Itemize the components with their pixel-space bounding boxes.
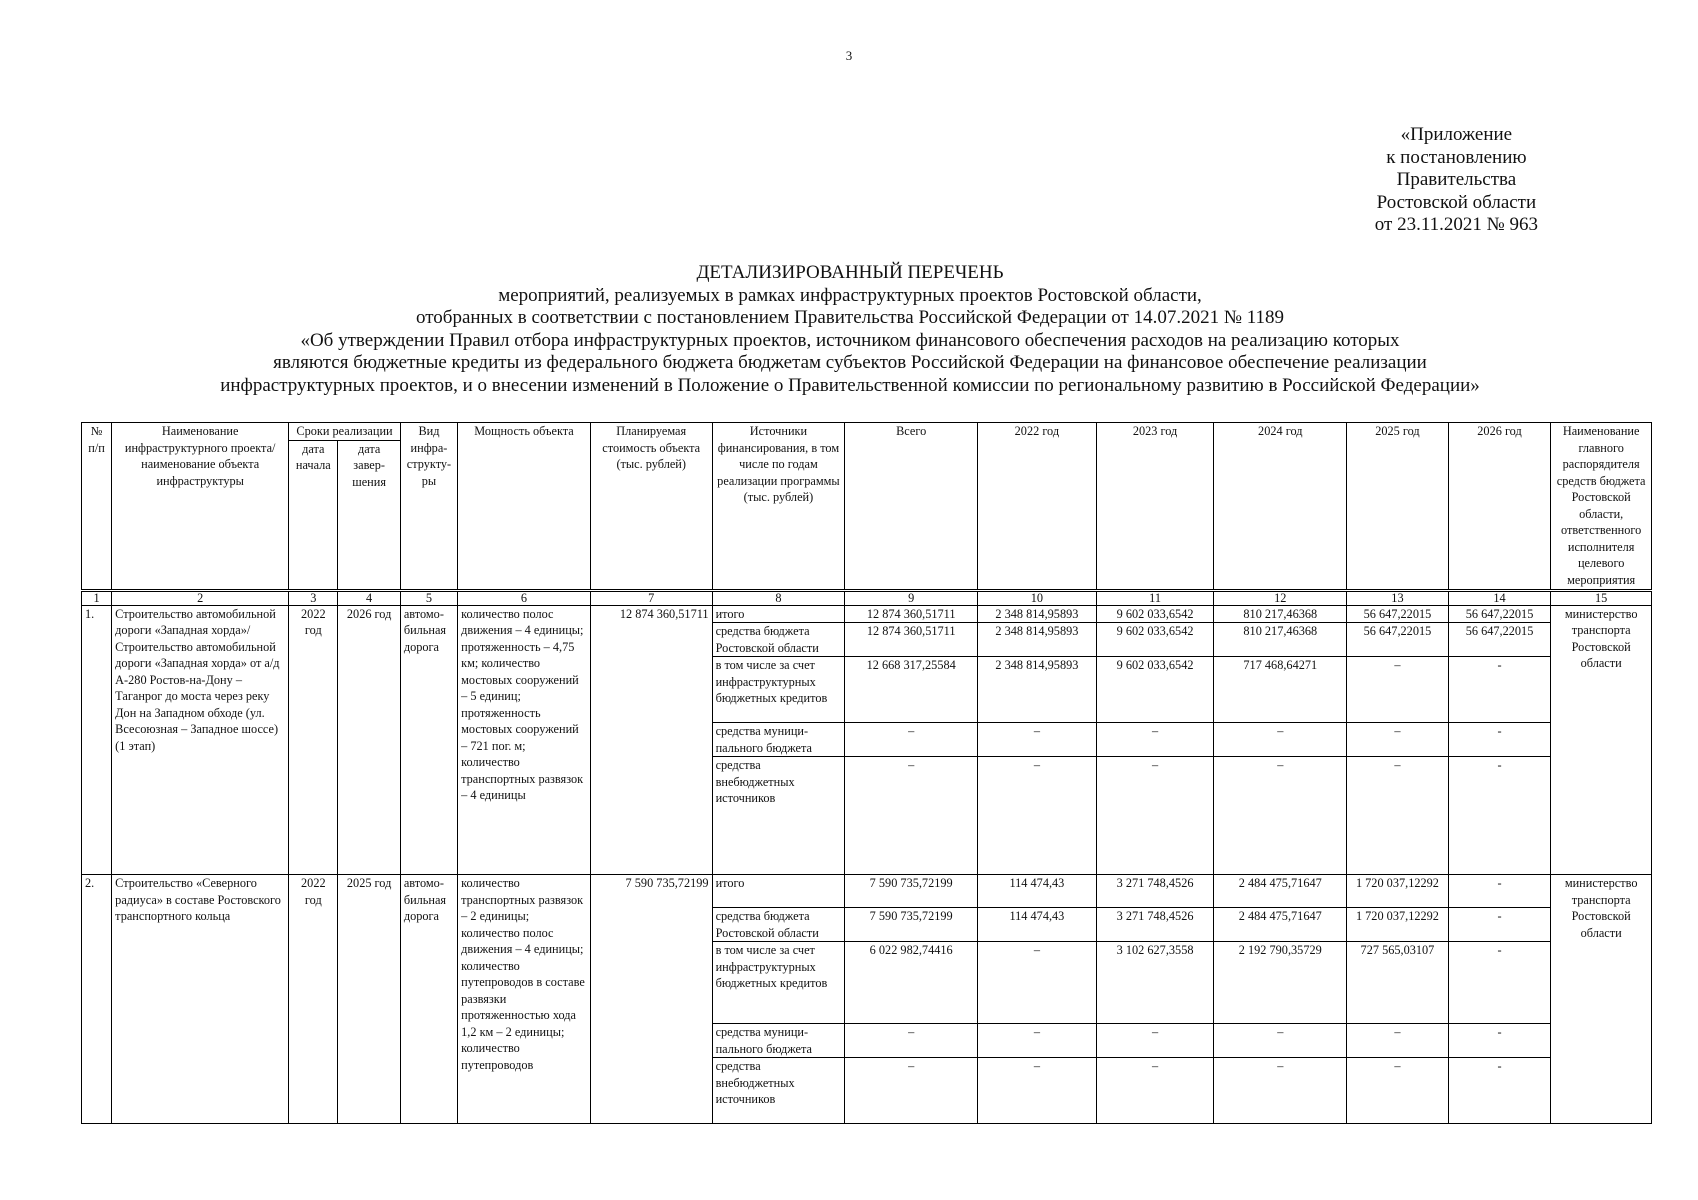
column-number: 4 <box>338 590 400 605</box>
amount-2022: 114 474,43 <box>978 908 1097 942</box>
amount-2026: 56 647,22015 <box>1448 623 1551 657</box>
column-number: 15 <box>1551 590 1652 605</box>
amount-2025: – <box>1347 723 1449 757</box>
document-title <box>80 262 1620 397</box>
column-number: 13 <box>1347 590 1449 605</box>
amount-2022: – <box>978 942 1097 1024</box>
amount-2025: – <box>1347 1024 1449 1058</box>
appendix-line: Ростовской области <box>1376 191 1537 213</box>
column-number: 12 <box>1214 590 1347 605</box>
header-2024: 2024 год <box>1214 423 1347 591</box>
column-number: 6 <box>458 590 591 605</box>
project-end-date: 2025 год <box>338 875 400 1124</box>
appendix-line: «Приложение <box>1400 124 1513 145</box>
column-number-row <box>82 590 1652 605</box>
header-2026: 2026 год <box>1448 423 1551 591</box>
column-number: 7 <box>590 590 712 605</box>
title-line: инфраструктурных проектов, и о внесении изменений в Положение о Правительственной комиссии по региональному развитию в Российской Федерации» <box>220 374 1480 396</box>
column-number: 5 <box>400 590 457 605</box>
amount-total: 7 590 735,72199 <box>845 908 978 942</box>
header-row <box>82 423 1652 441</box>
header-capacity: Мощность объекта <box>458 423 591 591</box>
header-sources: Источники финансирования, в том числе по годам реализации программы (тыс. рублей) <box>712 423 845 591</box>
amount-2024: 810 217,46368 <box>1214 605 1347 623</box>
amount-2024: 2 192 790,35729 <box>1214 942 1347 1024</box>
object-capacity: количество полос движения – 4 единицы; протяженность – 4,75 км; количество мостовых сооружений – 5 единиц; протяженность мостовых сооружений – 721 пог. м; количество транспортных развязок – 4 единицы <box>458 605 591 875</box>
project-name: Строительство «Северного радиуса» в составе Ростовского транспортного кольца <box>112 875 289 1124</box>
appendix-line: Правительства <box>1396 169 1517 190</box>
funding-source: средства бюджета Ростовской области <box>712 623 845 657</box>
header-start: дата начала <box>289 440 338 590</box>
amount-total: 12 668 317,25584 <box>845 657 978 723</box>
column-number: 8 <box>712 590 845 605</box>
amount-2026: 56 647,22015 <box>1448 605 1551 623</box>
funding-source: средства бюджета Ростовской области <box>712 908 845 942</box>
project-number: 2. <box>82 875 112 1124</box>
header-2023: 2023 год <box>1096 423 1214 591</box>
column-number: 14 <box>1448 590 1551 605</box>
amount-2023: – <box>1096 757 1214 875</box>
header-end: дата завер-шения <box>338 440 400 590</box>
amount-2025: 1 720 037,12292 <box>1347 875 1449 908</box>
header-total: Всего <box>845 423 978 591</box>
amount-2023: – <box>1096 1024 1214 1058</box>
column-number: 2 <box>112 590 289 605</box>
project-start-date: 2022 год <box>289 605 338 875</box>
header-2022: 2022 год <box>978 423 1097 591</box>
page-number: 3 <box>845 48 853 63</box>
responsible-manager: министерство транспорта Ростовской области <box>1551 875 1652 1124</box>
amount-2026: - <box>1448 875 1551 908</box>
amount-2023: 9 602 033,6542 <box>1096 605 1214 623</box>
column-number: 9 <box>845 590 978 605</box>
amount-2023: – <box>1096 723 1214 757</box>
amount-total: – <box>845 1058 978 1124</box>
amount-2023: 9 602 033,6542 <box>1096 657 1214 723</box>
amount-2025: 1 720 037,12292 <box>1347 908 1449 942</box>
project-number: 1. <box>82 605 112 875</box>
amount-2024: – <box>1214 1024 1347 1058</box>
column-number: 11 <box>1096 590 1214 605</box>
appendix-line: от 23.11.2021 № 963 <box>1374 214 1538 235</box>
column-number: 10 <box>978 590 1097 605</box>
amount-2026: - <box>1448 1024 1551 1058</box>
amount-total: 12 874 360,51711 <box>845 605 978 623</box>
header-type: Вид инфра-структу-ры <box>400 423 457 591</box>
funding-source: итого <box>712 875 845 908</box>
amount-2025: – <box>1347 1058 1449 1124</box>
amount-2024: 810 217,46368 <box>1214 623 1347 657</box>
amount-2024: – <box>1214 723 1347 757</box>
amount-total: – <box>845 1024 978 1058</box>
responsible-manager: министерство транспорта Ростовской области <box>1551 605 1652 875</box>
project-start-date: 2022 год <box>289 875 338 1124</box>
amount-2022: 2 348 814,95893 <box>978 657 1097 723</box>
amount-2022: – <box>978 757 1097 875</box>
amount-2025: 56 647,22015 <box>1347 623 1449 657</box>
amount-2026: - <box>1448 908 1551 942</box>
object-capacity: количество транспортных развязок – 2 единицы; количество полос движения – 4 единицы; количество путепроводов в составе развязки протяженностью хода 1,2 км – 2 единицы; количество путепроводов <box>458 875 591 1124</box>
infrastructure-type: автомо-бильная дорога <box>400 605 457 875</box>
amount-2026: - <box>1448 757 1551 875</box>
amount-2024: – <box>1214 1058 1347 1124</box>
amount-2025: – <box>1347 657 1449 723</box>
funding-source: средства внебюджетных источников <box>712 1058 845 1124</box>
project-end-date: 2026 год <box>338 605 400 875</box>
amount-2022: – <box>978 1058 1097 1124</box>
amount-total: – <box>845 757 978 875</box>
amount-2022: 2 348 814,95893 <box>978 623 1097 657</box>
amount-2024: 2 484 475,71647 <box>1214 908 1347 942</box>
amount-2023: 9 602 033,6542 <box>1096 623 1214 657</box>
table-row <box>82 605 1652 623</box>
amount-2025: – <box>1347 757 1449 875</box>
amount-2022: 2 348 814,95893 <box>978 605 1097 623</box>
title-line: отобранных в соответствии с постановлением Правительства Российской Федерации от 14.07.2021 № 1189 <box>415 307 1285 328</box>
amount-2022: 114 474,43 <box>978 875 1097 908</box>
title-heading: ДЕТАЛИЗИРОВАННЫЙ ПЕРЕЧЕНЬ <box>696 262 1004 283</box>
amount-2025: 56 647,22015 <box>1347 605 1449 623</box>
amount-2023: 3 102 627,3558 <box>1096 942 1214 1024</box>
title-line: являются бюджетные кредиты из федерального бюджета бюджетам субъектов Российской Федерации на финансовое обеспечение реализации <box>273 352 1427 373</box>
funding-source: итого <box>712 605 845 623</box>
column-number: 1 <box>82 590 112 605</box>
amount-2026: - <box>1448 657 1551 723</box>
appendix-note <box>1375 124 1538 237</box>
planned-cost: 7 590 735,72199 <box>590 875 712 1124</box>
amount-total: 6 022 982,74416 <box>845 942 978 1024</box>
amount-2023: 3 271 748,4526 <box>1096 875 1214 908</box>
header-num: № п/п <box>82 423 112 591</box>
infrastructure-type: автомо-бильная дорога <box>400 875 457 1124</box>
amount-2022: – <box>978 723 1097 757</box>
header-2025: 2025 год <box>1347 423 1449 591</box>
amount-2022: – <box>978 1024 1097 1058</box>
amount-2025: 727 565,03107 <box>1347 942 1449 1024</box>
amount-2023: – <box>1096 1058 1214 1124</box>
funding-source: средства муници-пального бюджета <box>712 723 845 757</box>
funding-source: средства внебюджетных источников <box>712 757 845 875</box>
amount-total: 7 590 735,72199 <box>845 875 978 908</box>
amount-2024: – <box>1214 757 1347 875</box>
title-line: «Об утверждении Правил отбора инфраструктурных проектов, источником финансового обеспечения расходов на реализацию которых <box>300 329 1400 351</box>
amount-2026: - <box>1448 723 1551 757</box>
appendix-line: к постановлению <box>1386 146 1527 168</box>
header-terms: Сроки реализации <box>289 423 401 441</box>
amount-total: 12 874 360,51711 <box>845 623 978 657</box>
amount-2024: 2 484 475,71647 <box>1214 875 1347 908</box>
header-cost: Планируемая стоимость объекта (тыс. рублей) <box>590 423 712 591</box>
planned-cost: 12 874 360,51711 <box>590 605 712 875</box>
column-number: 3 <box>289 590 338 605</box>
title-line: мероприятий, реализуемых в рамках инфраструктурных проектов Ростовской области, <box>498 284 1202 306</box>
amount-total: – <box>845 723 978 757</box>
header-manager: Наименование главного распорядителя средств бюджета Ростовской области, ответственного исполнителя целевого мероприятия <box>1551 423 1652 591</box>
header-name: Наименование инфраструктурного проекта/наименование объекта инфраструктуры <box>112 423 289 591</box>
amount-2026: - <box>1448 942 1551 1024</box>
amount-2023: 3 271 748,4526 <box>1096 908 1214 942</box>
amount-2026: - <box>1448 1058 1551 1124</box>
funding-source: в том числе за счет инфраструктурных бюджетных кредитов <box>712 942 845 1024</box>
projects-table <box>81 422 1652 1124</box>
project-name: Строительство автомобильной дороги «Западная хорда»/ Строительство автомобильной дороги «Западная хорда» от а/д А-280 Ростов-на-Дону – Таганрог до моста через реку Дон на Западном обходе (ул. Всесоюзная – Западное шоссе) (1 этап) <box>112 605 289 875</box>
amount-2024: 717 468,64271 <box>1214 657 1347 723</box>
funding-source: в том числе за счет инфраструктурных бюджетных кредитов <box>712 657 845 723</box>
funding-source: средства муници-пального бюджета <box>712 1024 845 1058</box>
table-row <box>82 875 1652 908</box>
